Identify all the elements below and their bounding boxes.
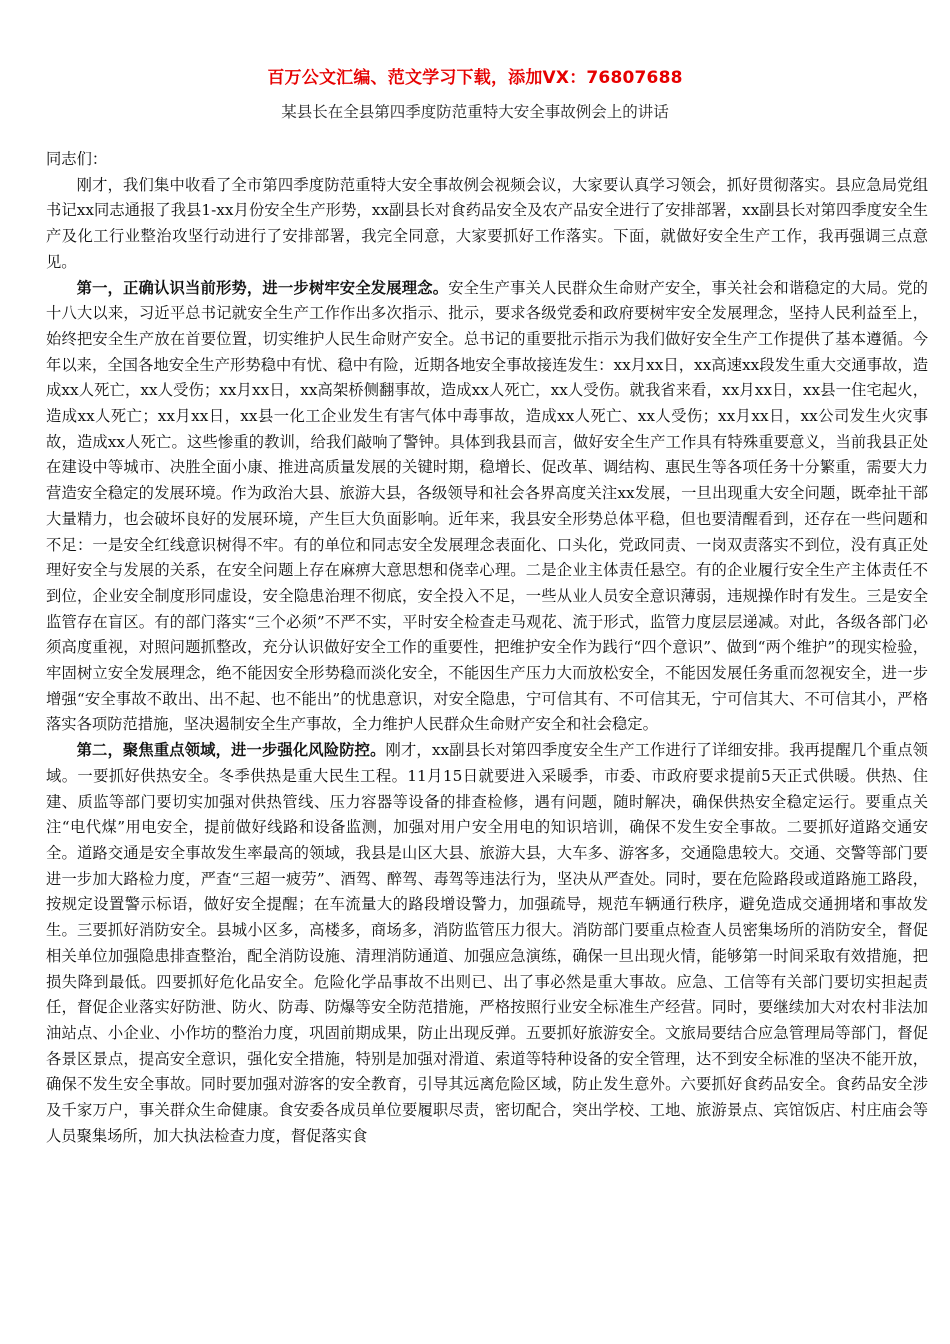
paragraph-text: 安全生产事关人民群众生命财产安全，事关社会和谐稳定的大局。党的十八大以来，习近平总书记就安全生产工作作出多次指示、批示，要求各级党委和政府要树牢安全发展理念，坚持人民利益至上，始终把安全生产放在首要位置，切实维护人民生命财产安全。总书记的重要批示指示为我们做好安全生产工作提供了基本遵循。今年以来，全国各地安全生产形势稳中有忧、稳中有险，近期各地安全事故接连发生：xx月xx日，xx高速xx段发生重大交通事故，造成xx人死亡，xx人受伤；xx月xx日，xx高架桥侧翻事故，造成xx人死亡，xx人受伤。就我省来看，xx月xx日，xx县一住宅起火，造成xx人死亡；xx月xx日，xx县一化工企业发生有害气体中毒事故，造成xx人死亡、xx人受伤；xx月xx日，xx公司发生火灾事故，造成xx人死亡。这些惨重的教训，给我们敲响了警钟。具体到我县而言，做好安全生产工作具有特殊重要意义，当前我县正处在建设中等城市、决胜全面小康、推进高质量发展的关键时期，稳增长、促改革、调结构、惠民生等各项任务十分繁重，需要大力营造安全稳定的发展环境。作为政治大县、旅游大县，各级领导和社会各界高度关注xx发展，一旦出现重大安全问题，既牵扯干部大量精力，也会破坏良好的发展环境，产生巨大负面影响。近年来，我县安全形势总体平稳，但也要清醒看到，还存在一些问题和不足：一是安全红线意识树得不牢。有的单位和同志安全发展理念表面化、口头化，党政同责、一岗双责落实不到位，没有真正处理好安全与发展的关系，在安全问题上存在麻痹大意思想和侥幸心理。二是企业主体责任悬空。有的企业履行安全生产主体责任不到位，企业安全制度形同虚设，安全隐患治理不彻底，安全投入不足，一些从业人员安全意识薄弱，违规操作时有发生。三是安全监管存在盲区。有的部门落实“三个必须”不严不实，平时安全检查走马观花、流于形式，监管力度层层递减。对此，各级各部门必须高度重视，对照问题抓整改，充分认识做好安全工作的重要性，把维护安全作为践行“四个意识”、做到“两个维护”的现实检验，牢固树立安全发展理念，绝不能因安全形势稳而淡化安全，不能因生产压力大而放松安全，不能因发展任务重而忽视安全，进一步增强“安全事故不敢出、出不起、也不能出”的忧患意识，对安全隐患，宁可信其有、不可信其无，宁可信其大、不可信其小，严格落实各项防范措施，坚决遏制安全生产事故，全力维护人民群众生命财产安全和社会稳定。 xyxy=(46,278,928,734)
paragraph-first-point xyxy=(46,276,928,739)
speech-title: 某县长在全县第四季度防范重特大安全事故例会上的讲话 xyxy=(281,103,669,121)
paragraph-opening xyxy=(46,173,928,276)
point-heading: 第二，聚焦重点领域，进一步强化风险防控。 xyxy=(76,741,386,760)
speech-body xyxy=(46,147,928,1149)
point-heading: 第一，正确认识当前形势，进一步树牢安全发展理念。 xyxy=(76,278,449,297)
salutation: 同志们： xyxy=(46,150,108,168)
paragraph-second-point xyxy=(46,738,928,1149)
paragraph-text: 刚才，xx副县长对第四季度安全生产工作进行了详细安排。我再提醒几个重点领域。一要抓好供热安全。冬季供热是重大民生工程。11月15日就要进入采暖季，市委、市政府要求提前5天正式供暖。供热、住建、质监等部门要切实加强对供热管线、压力容器等设备的排查检修，遇有问题，随时解决，确保供热安全稳定运行。要重点关注“电代煤”用电安全，提前做好线路和设备监测，加强对用户安全用电的知识培训，确保不发生安全事故。二要抓好道路交通安全。道路交通是安全事故发生率最高的领域，我县是山区大县、旅游大县，大车多、游客多，交通隐患较大。交通、交警等部门要进一步加大路检力度，严查“三超一疲劳”、酒驾、醉驾、毒驾等违法行为，坚决从严查处。同时，要在危险路段或道路施工路段，按规定设置警示标语，做好安全提醒；在车流量大的路段增设警力，加强疏导，规范车辆通行秩序，避免造成交通拥堵和事故发生。三要抓好消防安全。县城小区多，高楼多，商场多，消防监管压力很大。消防部门要重点检查人员密集场所的消防安全，督促相关单位加强隐患排查整治，配全消防设施、清理消防通道、加强应急演练，确保一旦出现火情，能够第一时间采取有效措施，把损失降到最低。四要抓好危化品安全。危险化学品事故不出则已、出了事必然是重大事故。应急、工信等有关部门要切实担起责任，督促企业落实好防泄、防火、防毒、防爆等安全防范措施，严格按照行业安全标准生产经营。同时，要继续加大对农村非法加油站点、小企业、小作坊的整治力度，巩固前期成果，防止出现反弹。五要抓好旅游安全。文旅局要结合应急管理局等部门，督促各景区景点，提高安全意识，强化安全措施，特别是加强对滑道、索道等特种设备的安全管理，达不到安全标准的坚决不能开放，确保不发生安全事故。同时要加强对游客的安全教育，引导其远离危险区域，防止发生意外。六要抓好食药品安全。食药品安全涉及千家万户，事关群众生命健康。食安委各成员单位要履职尽责，密切配合，突出学校、工地、旅游景点、宾馆饭店、村庄庙会等人员聚集场所，加大执法检查力度，督促落实食 xyxy=(46,741,928,1145)
paragraph-text: 刚才，我们集中收看了全市第四季度防范重特大安全事故例会视频会议，大家要认真学习领会，抓好贯彻落实。县应急局党组书记xx同志通报了我县1-xx月份安全生产形势，xx副县长对食药品安全及农产品安全进行了安排部署，xx副县长对第四季度安全生产及化工行业整治攻坚行动进行了安排部署，我完全同意，大家要抓好工作落实。下面，就做好安全生产工作，我再强调三点意见。 xyxy=(46,175,928,271)
promo-banner: 百万公文汇编、范文学习下载，添加VX：76807688 xyxy=(267,68,683,88)
